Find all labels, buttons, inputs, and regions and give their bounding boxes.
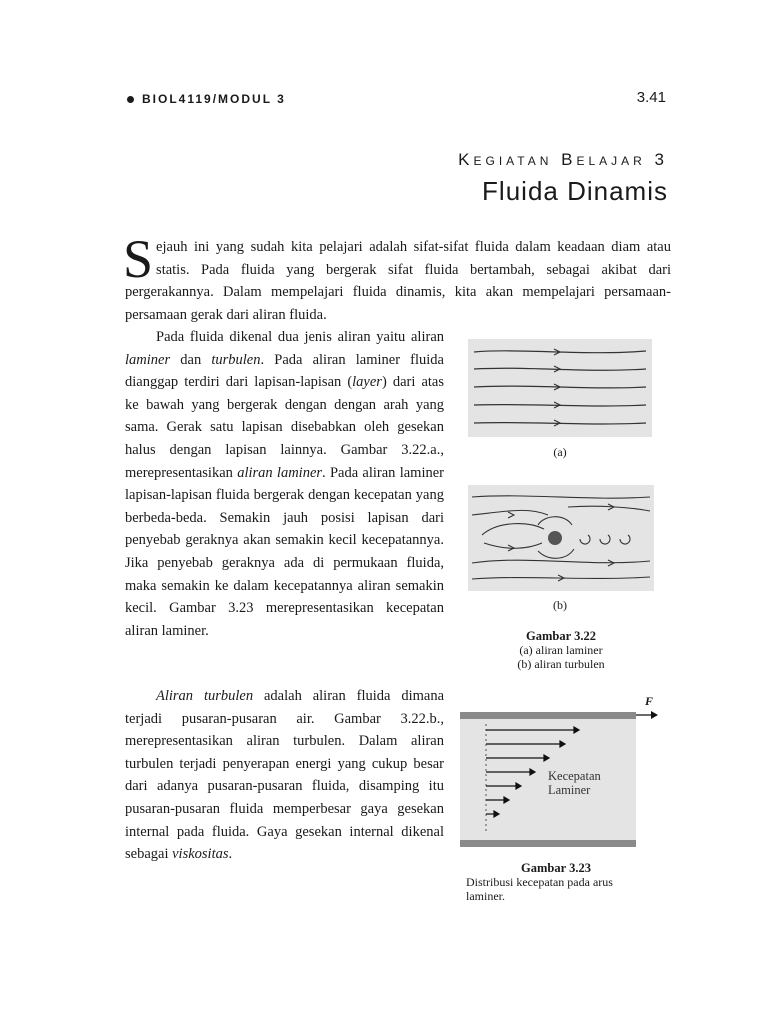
- term-turbulen: turbulen: [211, 351, 261, 368]
- section-label: Kegiatan Belajar 3: [458, 150, 668, 169]
- term-layer: layer: [352, 374, 382, 391]
- text-run: .: [228, 846, 233, 863]
- figure-laminar-flow: [468, 339, 652, 437]
- page-number: 3.41: [636, 89, 666, 106]
- text-run: . Pada aliran laminer lapisan-lapisan fluida bergerak dengan kecepatan yang berbeda-beda. Semakin jauh posisi lapisan dari penyebab geraknya akan semakin kecil kecepatannya. Jika penyebab geraknya ada di permukaan fluida, maka semakin ke dalam kecepatannya aliran semakin kecil. Gambar 3.23 merepresentasikan kecepatan aliran laminer.: [125, 464, 444, 639]
- drop-cap: S: [123, 229, 154, 289]
- caption-title: Gambar 3.22: [526, 629, 596, 643]
- text-run: dan: [170, 351, 212, 368]
- velocity-label: [548, 769, 601, 797]
- term-aliran-laminer: aliran laminer: [237, 464, 323, 481]
- caption-line: laminer.: [466, 889, 505, 903]
- paragraph-turbulent-flow: [125, 685, 444, 866]
- paragraph-laminar-turbulent: [125, 326, 444, 642]
- term-viskositas: viskositas: [172, 846, 229, 863]
- label-line: Laminer: [548, 783, 591, 797]
- caption-title: Gambar 3.23: [521, 861, 591, 875]
- text-run: . Pada aliran laminer fluida dianggap terdiri dari lapisan-lapisan (: [125, 351, 444, 391]
- caption-line: (a) aliran laminer: [519, 643, 603, 657]
- intro-text: ejauh ini yang sudah kita pelajari adalah sifat-sifat fluida dalam keadaan diam atau statis. Pada fluida yang bergerak sifat fluida bertambah, sebagai akibat dari pergerakannya. Dalam mempelajari fluida dinamis, kita akan mempelajari persamaan-persamaan gerak dari aliran fluida.: [125, 239, 671, 323]
- text-run: adalah aliran fluida dimana terjadi pusaran-pusaran air. Gambar 3.22.b., merepresentasikan aliran turbulen. Dalam aliran turbulen terjadi penyerapan energi yang cukup besar dari adanya pusaran-pusaran fluida, disamping itu pusaran-pusaran fluida memperbesar gaya gesekan internal pada fluida. Gaya gesekan internal dikenal sebagai: [125, 688, 444, 863]
- text-run: Pada fluida dikenal dua jenis aliran yaitu aliran: [156, 329, 444, 345]
- section-title: Fluida Dinamis: [482, 176, 668, 206]
- force-label: F: [645, 694, 654, 708]
- figure-3-22-caption: [488, 629, 634, 671]
- figure-3-23-caption: [462, 861, 650, 903]
- figure-turbulent-flow: [468, 485, 654, 591]
- bullet-icon: [127, 96, 134, 103]
- figure-label-b: (b): [553, 598, 567, 612]
- caption-line: Distribusi kecepatan pada arus: [466, 875, 613, 889]
- term-aliran-turbulen: Aliran turbulen: [156, 688, 254, 704]
- label-line: Kecepatan: [548, 769, 601, 783]
- running-header: [127, 92, 286, 106]
- intro-paragraph: [123, 229, 671, 326]
- term-laminer: laminer: [125, 351, 171, 368]
- text-run: ) dari atas ke bawah yang bergerak dengan dengan arah yang sama. Gerak satu lapisan disebabkan oleh gesekan halus dengan lapisan lainnya. Gambar 3.22.a., merepresentasikan: [125, 374, 444, 481]
- module-code: BIOL4119/MODUL 3: [142, 92, 286, 106]
- figure-label-a: (a): [553, 445, 567, 459]
- caption-line: (b) aliran turbulen: [517, 657, 605, 671]
